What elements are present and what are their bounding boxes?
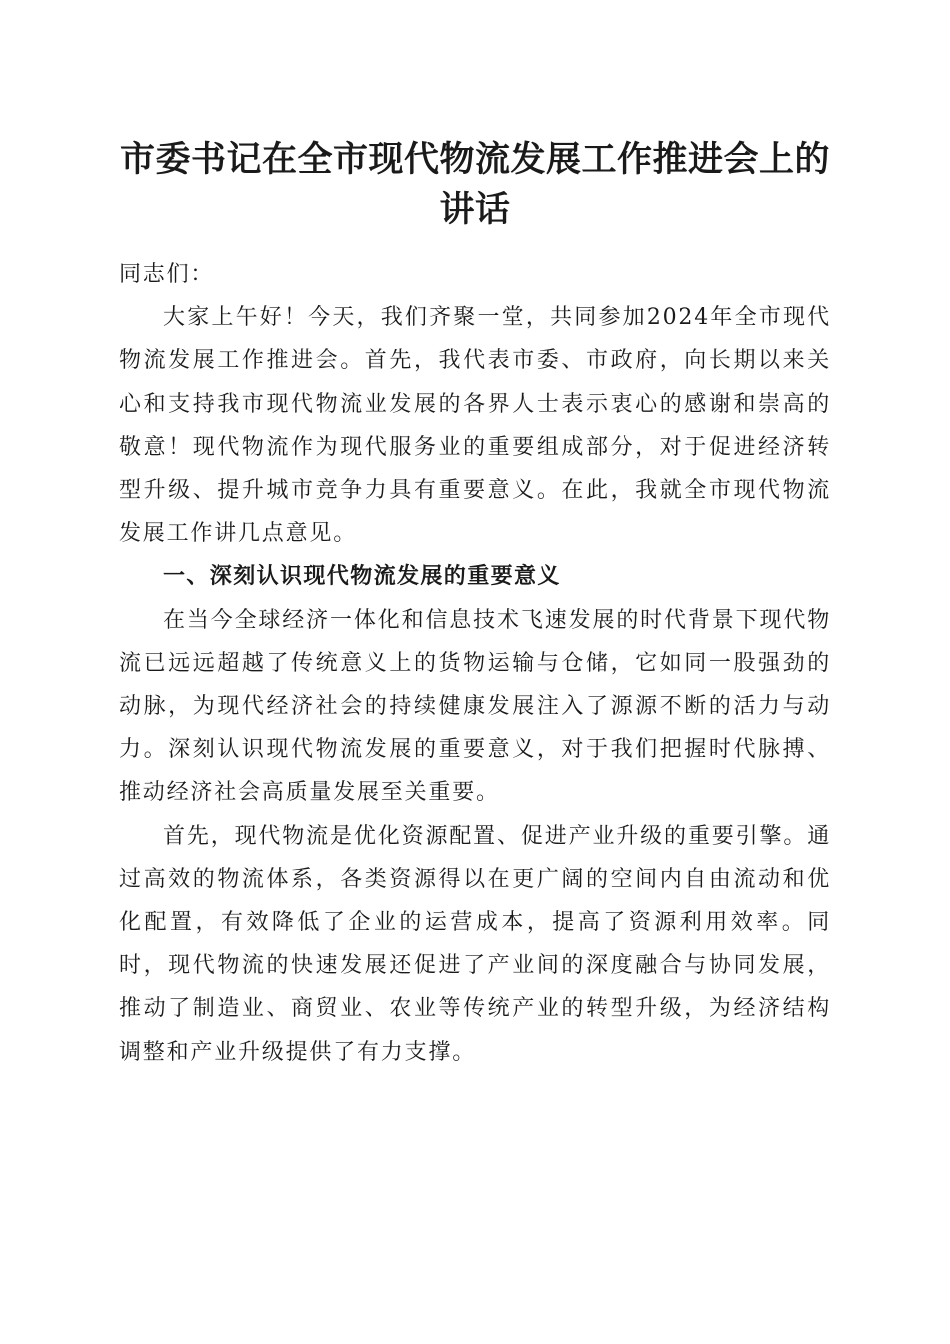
title-line-1: 市委书记在全市现代物流发展工作推进会上的 bbox=[119, 139, 830, 180]
opening-paragraph: 大家上午好！今天，我们齐聚一堂，共同参加2024年全市现代物流发展工作推进会。首先，我代表市委、市政府，向长期以来关心和支持我市现代物流业发展的各界人士表示衷心的感谢和崇高的敬意！现代物流作为现代服务业的重要组成部分，对于促进经济转型升级、提升城市竞争力具有重要意义。在此，我就全市现代物流发展工作讲几点意见。 bbox=[119, 305, 831, 547]
section1-paragraph-1: 在当今全球经济一体化和信息技术飞速发展的时代背景下现代物流已远远超越了传统意义上的货物运输与仓储，它如同一股强劲的动脉，为现代经济社会的持续健康发展注入了源源不断的活力与动力。深刻认识现代物流发展的重要意义，对于我们把握时代脉搏、推动经济社会高质量发展至关重要。 bbox=[119, 607, 831, 806]
section-heading-1: 一、深刻认识现代物流发展的重要意义 bbox=[163, 564, 561, 590]
document-body bbox=[119, 253, 831, 1074]
salutation: 同志们： bbox=[119, 262, 215, 287]
title-line-2: 讲话 bbox=[439, 189, 511, 230]
section1-paragraph-2: 首先，现代物流是优化资源配置、促进产业升级的重要引擎。通过高效的物流体系，各类资源得以在更广阔的空间内自由流动和优化配置，有效降低了企业的运营成本，提高了资源利用效率。同时，现代物流的快速发展还促进了产业间的深度融合与协同发展，推动了制造业、商贸业、农业等传统产业的转型升级，为经济结构调整和产业升级提供了有力支撑。 bbox=[119, 823, 831, 1065]
document-title bbox=[110, 135, 840, 235]
